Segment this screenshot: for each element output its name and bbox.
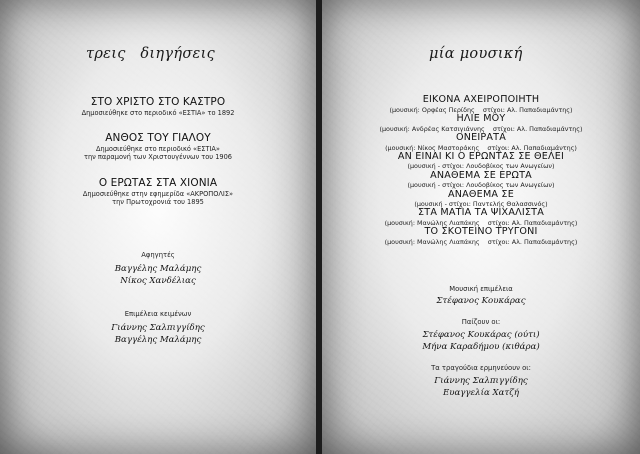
song-title: ΑΝΑΘΕΜΑ ΣΕ <box>448 188 514 200</box>
text-editing <box>0 310 316 346</box>
song-list <box>322 95 640 246</box>
song-item <box>322 152 640 171</box>
editor-name: Γιάννης Σαλπιγγίδης <box>111 323 205 333</box>
narrators <box>0 251 316 287</box>
song-item <box>322 227 640 246</box>
song-item <box>322 171 640 190</box>
right-page <box>322 0 640 454</box>
singer-name: Ευαγγελία Χατζή <box>442 387 520 398</box>
editor-name: Βαγγέλης Μαλάμης <box>114 334 202 345</box>
narrator-name: Βαγγέλης Μαλάμης <box>114 264 202 274</box>
story-title: ΑΝΘΟΣ ΤΟΥ ΓΙΑΛΟΥ <box>105 132 211 144</box>
left-page <box>0 0 316 454</box>
performer-name: Μήνα Καραδήμου (κιθάρα) <box>422 341 540 352</box>
music-editing-label: Μουσική επιμέλεια <box>449 285 513 293</box>
song-item <box>322 114 640 133</box>
song-credit: (μουσική: Μανώλης Λιαπάκης στίχοι: Αλ. Παπαδιαμάντης) <box>384 219 578 228</box>
narrators-label: Αφηγητές <box>141 251 175 259</box>
song-title: ΣΤΑ ΜΑΤΙΑ ΤΑ ΨΙΧΑΛΙΣΤΑ <box>418 207 544 219</box>
story-note: Δημοσιεύθηκε στο περιοδικό «ΕΣΤΙΑ» <box>96 145 220 153</box>
song-item <box>322 133 640 152</box>
story-title: Ο ΕΡΩΤΑΣ ΣΤΑ ΧΙΟΝΙΑ <box>98 177 218 189</box>
song-credit: (μουσική - στίχοι: Λουδοβίκος των Ανωγείων) <box>407 162 555 171</box>
story-2 <box>0 132 316 162</box>
song-credit: (μουσική: Ορφέας Περίδης στίχοι: Αλ. Παπαδιαμάντης) <box>389 105 573 114</box>
story-note: την Πρωτοχρονιά του 1895 <box>112 198 204 207</box>
song-item <box>322 95 640 114</box>
performers-label: Παίζουν οι: <box>461 318 501 326</box>
song-credit: (μουσική: Νίκος Μαστοράκης στίχοι: Αλ. Παπαδιαμάντης) <box>385 143 577 152</box>
song-title: ΟΝΕΙΡΑΤΑ <box>456 131 506 143</box>
song-title: ΤΟ ΣΚΟΤΕΙΝΟ ΤΡΥΓΟΝΙ <box>424 226 538 238</box>
performers <box>322 318 640 353</box>
song-credit: (μουσική: Μανώλης Λιαπάκης στίχοι: Αλ. Παπαδιαμάντης) <box>384 238 578 247</box>
story-1 <box>0 96 316 117</box>
song-credit: (μουσική - στίχοι: Παντελής Θαλασσινός) <box>414 200 548 209</box>
text-editing-label: Επιμέλεια κειμένων <box>124 310 192 318</box>
song-credit: (μουσική: Ανδρέας Κατσιγιάννης στίχοι: Αλ. Παπαδιαμάντης) <box>379 124 583 133</box>
song-title: ΑΝΑΘΕΜΑ ΣΕ ΕΡΩΤΑ <box>430 169 532 181</box>
performer-name: Στέφανος Κουκάρας (ούτι) <box>422 330 540 340</box>
singers-label: Τα τραγούδια ερμηνεύουν οι: <box>431 364 531 372</box>
song-credit: (μουσική - στίχοι: Λουδοβίκος των Ανωγείων) <box>407 181 555 190</box>
music-editing <box>322 285 640 308</box>
story-3 <box>0 177 316 207</box>
story-note: την παραμονή των Χριστουγέννων του 1906 <box>84 153 232 162</box>
song-title: ΑΝ ΕΙΝΑΙ ΚΙ Ο ΕΡΩΝΤΑΣ ΣΕ ΘΕΛΕΙ <box>397 150 565 162</box>
singers <box>322 364 640 399</box>
song-item <box>322 190 640 209</box>
music-editor-name: Στέφανος Κουκάρας <box>436 296 526 306</box>
story-note: Δημοσιεύθηκε στην εφημερίδα «ΑΚΡΟΠΟΛΙΣ» <box>82 190 234 198</box>
right-heading: μία μουσική <box>429 46 523 62</box>
singer-name: Γιάννης Σαλπιγγίδης <box>434 376 528 386</box>
story-note: Δημοσιεύθηκε στο περιοδικό «ΕΣΤΙΑ» το 1892 <box>81 109 235 117</box>
narrator-name: Νίκος Χανδέλιας <box>120 275 196 286</box>
left-heading: τρεις διηγήσεις <box>86 46 216 62</box>
song-title: ΗΛΙΕ ΜΟΥ <box>456 112 506 124</box>
story-title: ΣΤΟ ΧΡΙΣΤΟ ΣΤΟ ΚΑΣΤΡΟ <box>90 96 226 108</box>
song-item <box>322 208 640 227</box>
song-title: ΕΙΚΟΝΑ ΑΧΕΙΡΟΠΟΙΗΤΗ <box>422 94 540 105</box>
